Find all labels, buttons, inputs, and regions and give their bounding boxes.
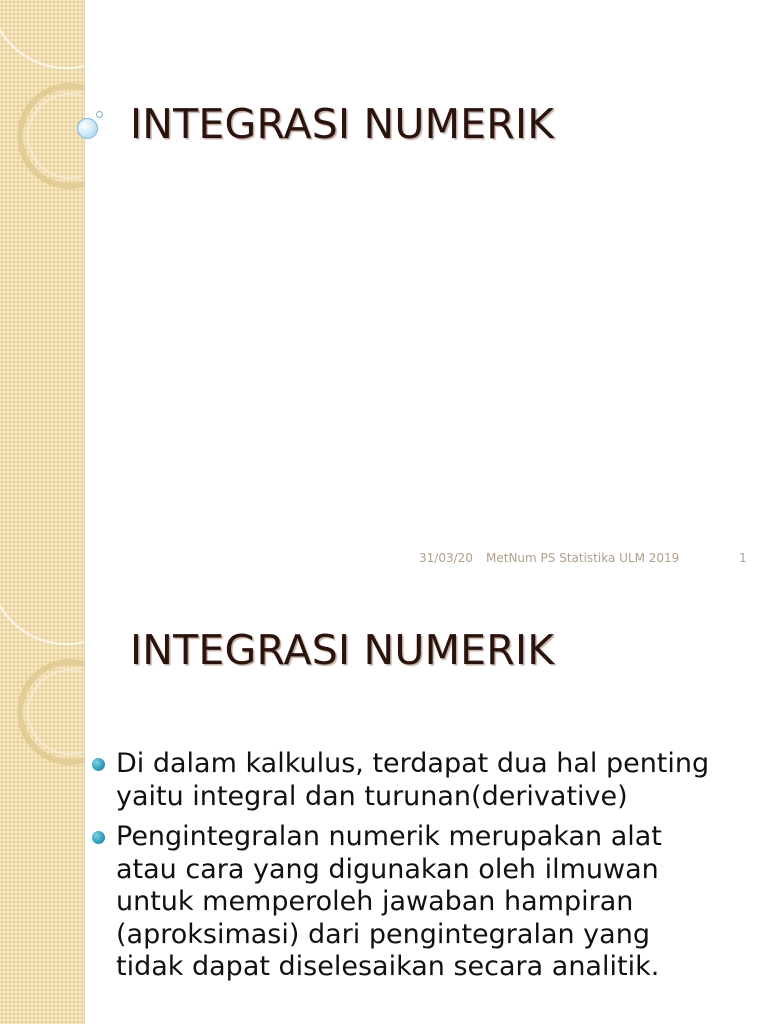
- slide-title: INTEGRASI NUMERIK: [130, 100, 555, 148]
- slide-2: [0, 576, 768, 1024]
- bullet-text: Di dalam kalkulus, terdapat dua hal penting yaitu integral dan turunan(derivative): [116, 748, 710, 812]
- slide-title: INTEGRASI NUMERIK: [130, 626, 555, 674]
- decorative-rings: [0, 576, 84, 1024]
- bullet-list: [92, 748, 712, 992]
- list-item: [92, 821, 712, 984]
- bullet-icon: [92, 831, 105, 844]
- bullet-icon: [92, 758, 105, 771]
- footer-text: MetNum PS Statistika ULM 2019: [486, 551, 680, 565]
- decorative-small-bubble-icon: [96, 111, 103, 118]
- list-item: [92, 748, 712, 813]
- decorative-bubble-icon: [77, 118, 98, 139]
- decorative-side-band: [0, 576, 85, 1024]
- footer-page-number: 1: [739, 551, 747, 565]
- bullet-text: Pengintegralan numerik merupakan alat atau cara yang digunakan oleh ilmuwan untuk memperoleh jawaban hampiran (aproksimasi) dari pengintegralan yang tidak dapat diselesaikan secara analitik.: [116, 821, 662, 982]
- decorative-side-band: [0, 0, 85, 576]
- footer-date: 31/03/20: [419, 551, 473, 565]
- decorative-rings: [0, 0, 84, 576]
